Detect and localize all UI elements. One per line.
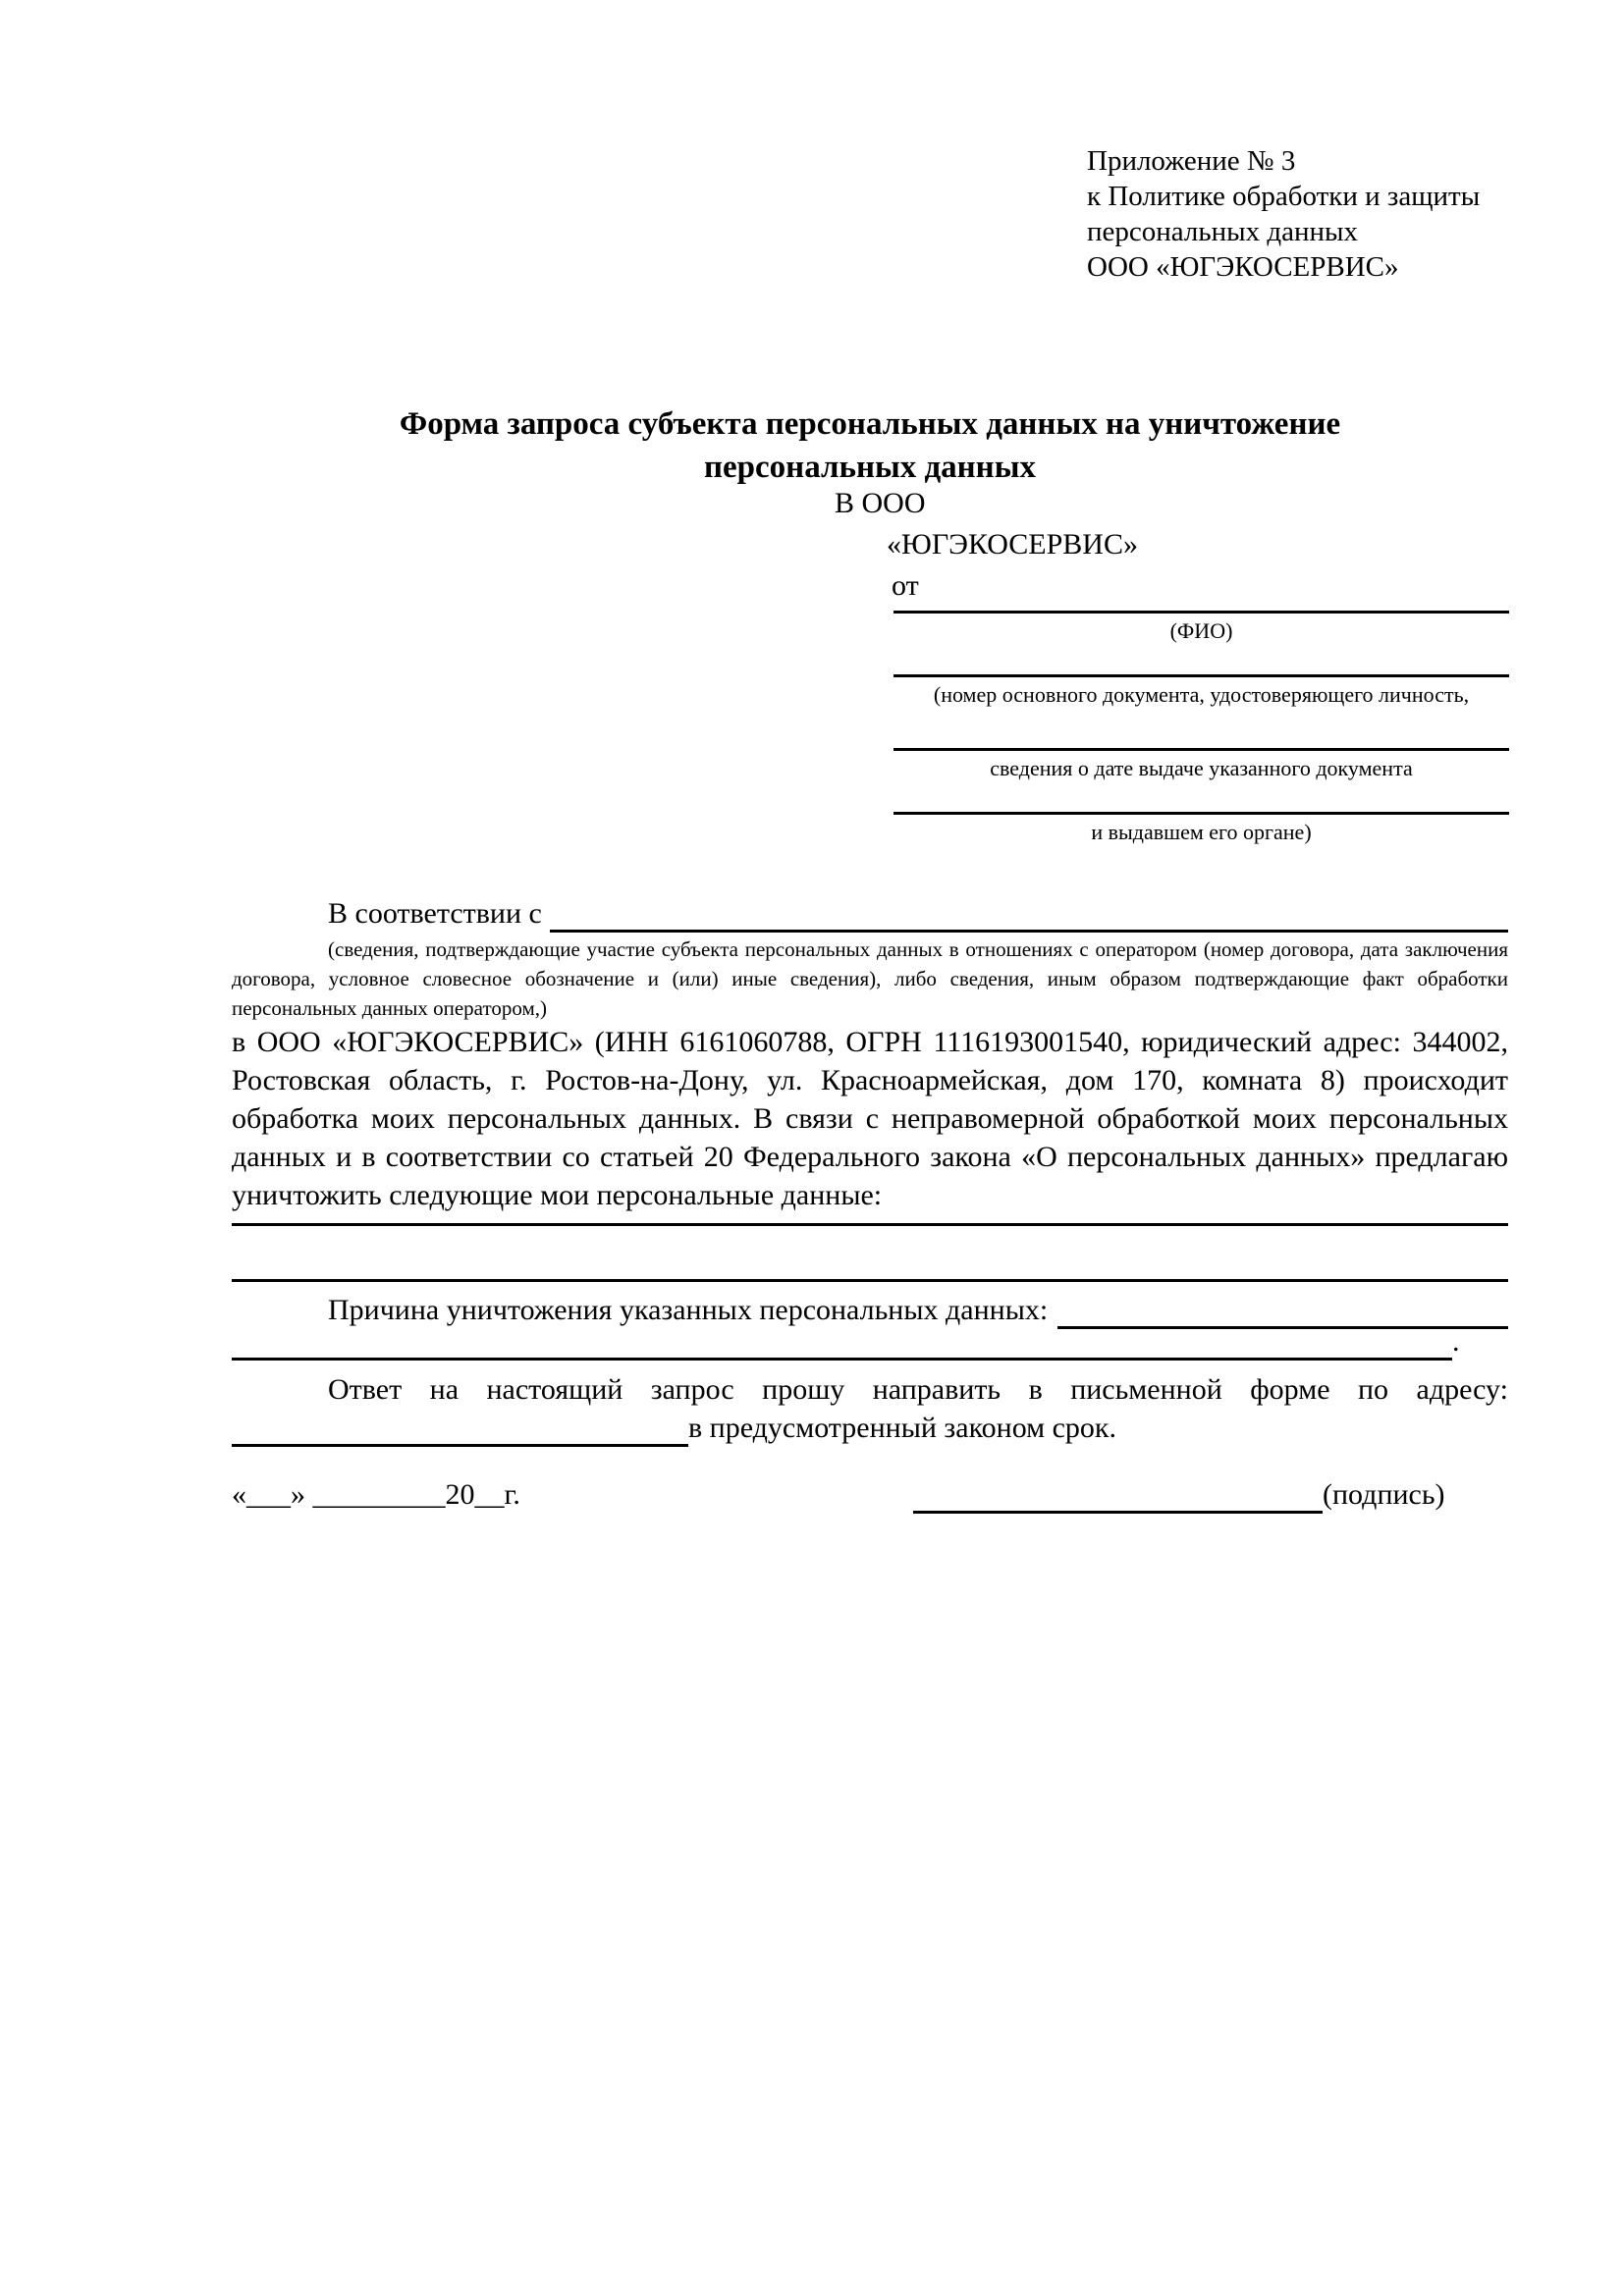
field-issue-date [893,748,1509,781]
appendix-line: Приложение № 3 [1087,145,1296,177]
appendix-line: к Политике обработки и защиты [1087,181,1481,212]
addressee-company-prefix: В ООО [835,487,926,519]
page-title-line2: персональных данных [704,450,1036,485]
answer-request-text: Ответ на настоящий запрос прошу направить в письменной форме по адресу: [328,1373,1508,1406]
address-row [232,1410,1508,1447]
issue-date-caption: сведения о дате выдаче указанного документа [990,756,1413,780]
field-fio [893,611,1509,644]
answer-suffix: в предусмотренный законом срок. [688,1412,1116,1444]
accordance-footnote: (сведения, подтверждающие участие субъекта персональных данных в отношениях с оператором (номер договора, дата заключения договора, условное словесное обозначение и (или) иные сведения), либо сведения, иным образом подтверждающие факт обработки персональных данных оператором,) [232,937,1508,1020]
period-terminator: . [1452,1325,1460,1358]
issuing-authority-caption: и выдавшем его органе) [1091,820,1312,844]
addressee-from-label: от [892,569,919,602]
reason-label: Причина уничтожения указанных персональных данных: [328,1294,1049,1326]
fio-fill-line[interactable] [893,611,1509,614]
accordance-fill-line[interactable] [550,896,1508,933]
reason-continuation-row [232,1323,1508,1361]
document-number-fill-line[interactable] [893,674,1509,677]
reason-fill-line-2[interactable] [232,1324,1452,1361]
fio-caption: (ФИО) [1169,618,1233,643]
accordance-row [232,895,1508,933]
field-document-number [893,674,1509,708]
signature-fill-line[interactable] [913,1477,1323,1514]
issuing-authority-fill-line[interactable] [893,812,1509,815]
date-line[interactable]: «___» _________20__г. [232,1478,520,1511]
accordance-label: В соответствии с [328,897,542,930]
appendix-line: персональных данных [1087,216,1359,247]
field-issuing-authority [893,812,1509,845]
page-title-line1: Форма запроса субъекта персональных данных на уничтожение [399,406,1341,442]
addressee-company-name: «ЮГЭКОСЕРВИС» [887,528,1138,561]
data-fill-line-1[interactable] [232,1223,1508,1226]
issue-date-fill-line[interactable] [893,748,1509,751]
signature-caption: (подпись) [1323,1478,1445,1511]
appendix-block [1087,143,1480,285]
page-title [232,402,1508,489]
appendix-line: ООО «ЮГЭКОСЕРВИС» [1087,251,1399,283]
document-number-caption: (номер основного документа, удостоверяющего личность, [933,682,1470,707]
main-paragraph: в ООО «ЮГЭКОСЕРВИС» (ИНН 6161060788, ОГРН 1116193001540, юридический адрес: 344002, Ростовская область, г. Ростов-на-Дону, ул. Красноармейская, дом 170, комната 8) происходит обработка моих персональных данных. В связи с неправомерной обработкой моих персональных данных и в соответствии со статьей 20 Федерального закона «О персональных данных» предлагаю уничтожить следующие мои персональные данные: [232,1026,1508,1211]
data-fill-line-2[interactable] [232,1279,1508,1282]
signature-row [913,1476,1445,1514]
address-fill-line[interactable] [232,1411,688,1447]
